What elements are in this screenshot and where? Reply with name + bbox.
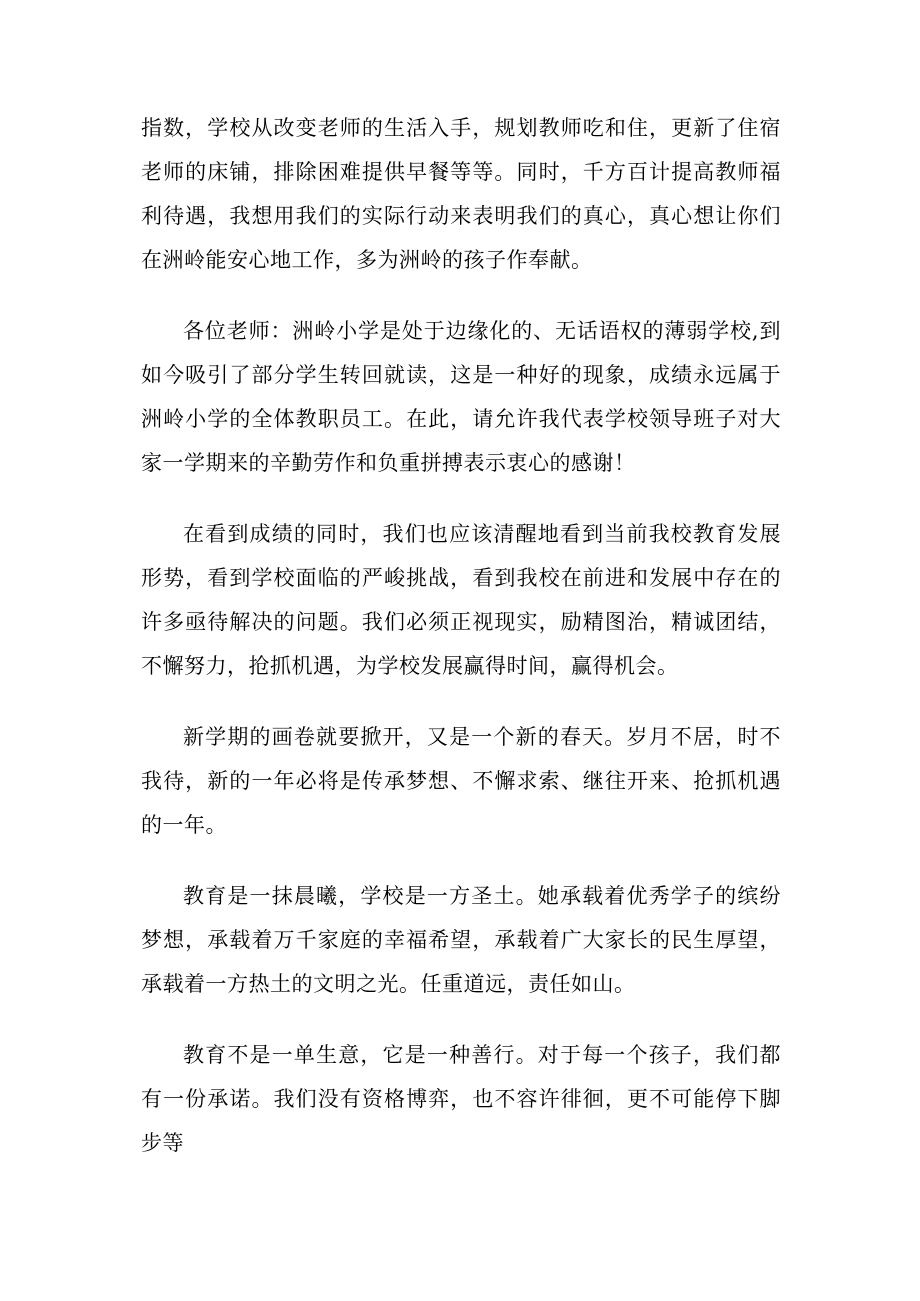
paragraph-6: 教育不是一单生意，它是一种善行。对于每一个孩子，我们都有一份承诺。我们没有资格博弈，也不容许徘徊，更不可能停下脚步等 bbox=[141, 1043, 781, 1155]
paragraph-5: 教育是一抹晨曦，学校是一方圣土。她承载着优秀学子的缤纷梦想，承载着万千家庭的幸福希望，承载着广大家长的民生厚望，承载着一方热土的文明之光。任重道远，责任如山。 bbox=[141, 884, 781, 996]
paragraph-1: 指数，学校从改变老师的生活入手，规划教师吃和住，更新了住宿老师的床铺，排除困难提供早餐等等。同时，千方百计提高教师福利待遇，我想用我们的实际行动来表明我们的真心，真心想让你们在洲岭能安心地工作，多为洲岭的孩子作奉献。 bbox=[141, 116, 781, 272]
document-body bbox=[141, 106, 781, 1192]
paragraph-3: 在看到成绩的同时，我们也应该清醒地看到当前我校教育发展形势，看到学校面临的严峻挑战，看到我校在前进和发展中存在的许多亟待解决的问题。我们必须正视现实，励精图治，精诚团结，不懈努力，抢抓机遇，为学校发展赢得时间，赢得机会。 bbox=[141, 522, 781, 678]
paragraph-2: 各位老师：洲岭小学是处于边缘化的、无话语权的薄弱学校,到如今吸引了部分学生转回就读，这是一种好的现象，成绩永远属于洲岭小学的全体教职员工。在此，请允许我代表学校领导班子对大家一学期来的辛勤劳作和负重拼搏表示衷心的感谢！ bbox=[141, 319, 781, 475]
paragraph-4: 新学期的画卷就要掀开，又是一个新的春天。岁月不居，时不我待，新的一年必将是传承梦想、不懈求索、继往开来、抢抓机遇的一年。 bbox=[141, 725, 781, 837]
